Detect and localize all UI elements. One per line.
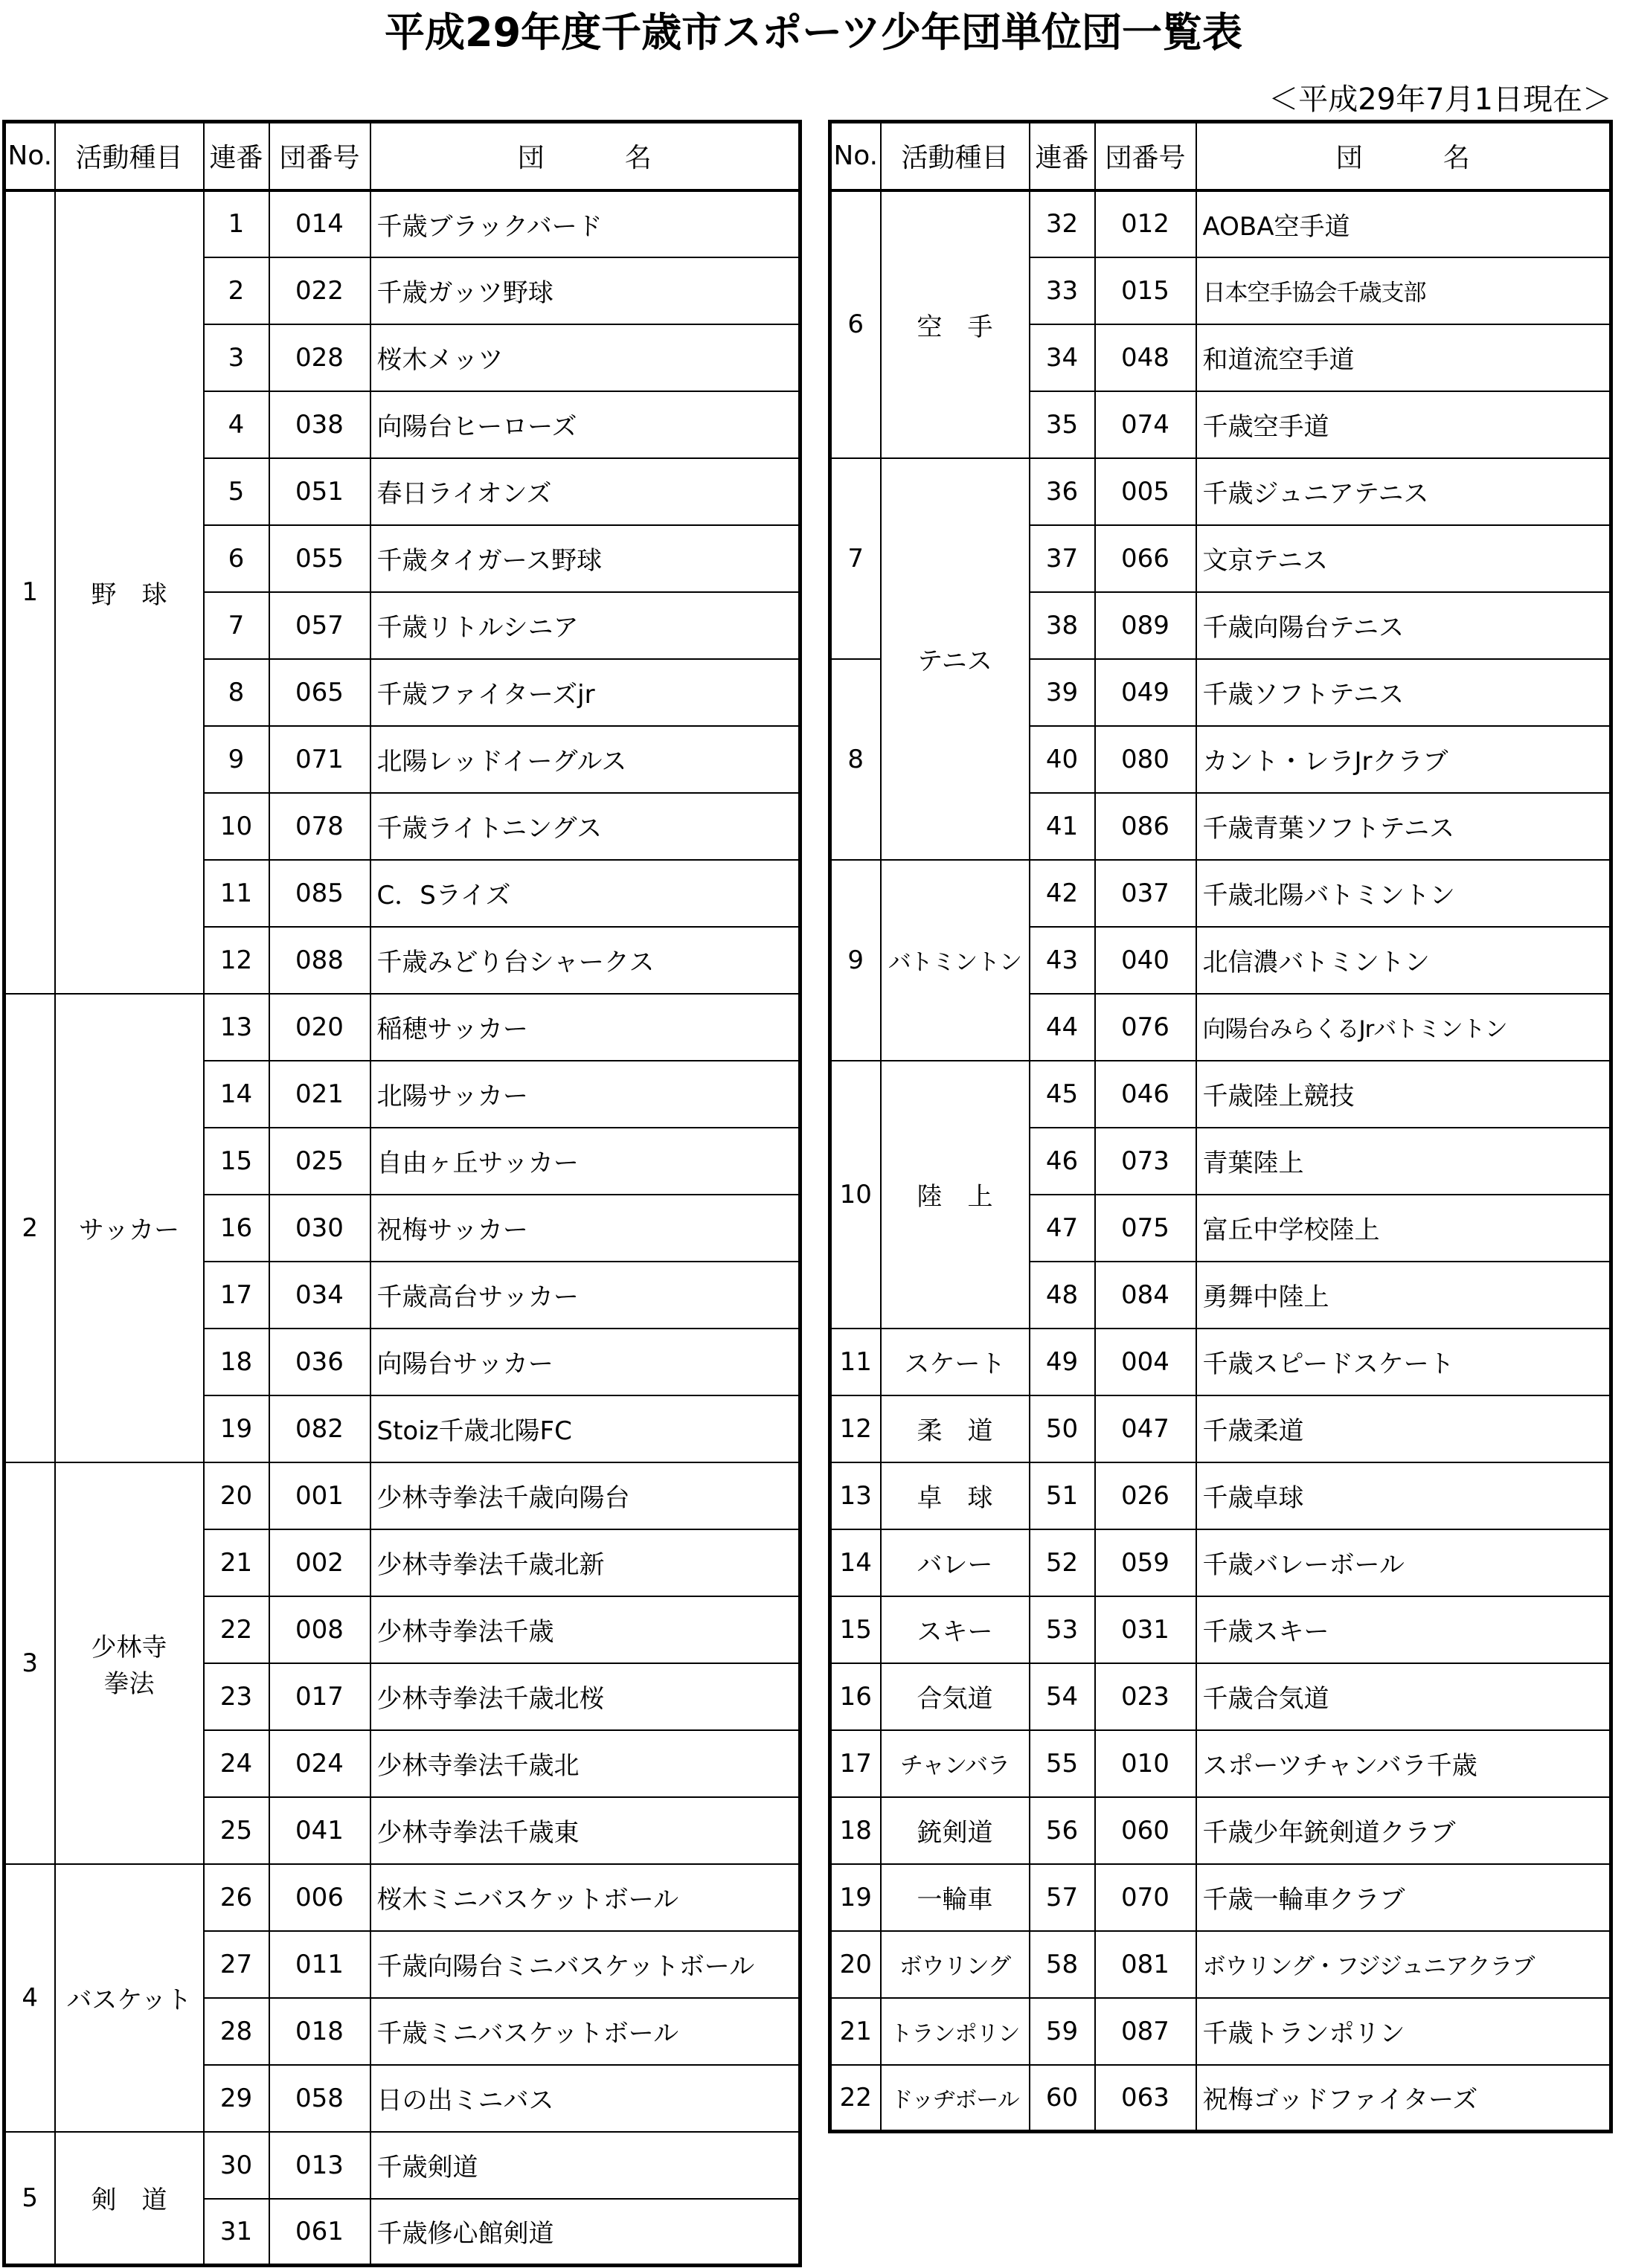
left-table-body — [4, 190, 800, 2266]
group-number: 1 — [4, 190, 55, 994]
group-sport: 空 手 — [881, 190, 1030, 458]
group-sport: ボウリング — [881, 1931, 1030, 1998]
group-number: 4 — [4, 1864, 55, 2132]
group-number: 10 — [830, 1061, 881, 1329]
table-row — [4, 994, 800, 1061]
team-name: スポーツチャンバラ千歳 — [1196, 1730, 1611, 1797]
header-name: 団 名 — [370, 122, 800, 190]
team-name: 北陽サッカー — [370, 1061, 800, 1128]
table-row — [830, 1931, 1611, 1998]
team-code: 063 — [1095, 2065, 1196, 2132]
team-code: 070 — [1095, 1864, 1196, 1931]
team-code: 020 — [269, 994, 370, 1061]
team-name: 日本空手協会千歳支部 — [1196, 257, 1611, 324]
team-name: 向陽台ヒーローズ — [370, 391, 800, 458]
group-number: 9 — [830, 860, 881, 1061]
team-code: 021 — [269, 1061, 370, 1128]
team-code: 015 — [1095, 257, 1196, 324]
group-number: 19 — [830, 1864, 881, 1931]
team-code: 012 — [1095, 190, 1196, 257]
right-roster-table — [828, 120, 1613, 2133]
table-row — [830, 1663, 1611, 1730]
team-serial: 28 — [204, 1998, 269, 2065]
table-row — [4, 1462, 800, 1529]
team-name: 千歳卓球 — [1196, 1462, 1611, 1529]
group-sport: 卓 球 — [881, 1462, 1030, 1529]
table-row — [4, 2132, 800, 2199]
team-code: 013 — [269, 2132, 370, 2199]
team-serial: 30 — [204, 2132, 269, 2199]
team-serial: 15 — [204, 1128, 269, 1195]
team-name: 千歳空手道 — [1196, 391, 1611, 458]
team-serial: 60 — [1030, 2065, 1095, 2132]
table-row — [830, 1797, 1611, 1864]
team-serial: 26 — [204, 1864, 269, 1931]
team-code: 008 — [269, 1596, 370, 1663]
header-serial: 連番 — [204, 122, 269, 190]
team-name: 北陽レッドイーグルス — [370, 726, 800, 793]
team-name: 向陽台みらくるJrバトミントン — [1196, 994, 1611, 1061]
as-of-date: ＜平成29年7月1日現在＞ — [1268, 83, 1612, 117]
team-code: 038 — [269, 391, 370, 458]
team-name: AOBA空手道 — [1196, 190, 1611, 257]
team-name: 千歳一輪車クラブ — [1196, 1864, 1611, 1931]
team-serial: 9 — [204, 726, 269, 793]
team-code: 073 — [1095, 1128, 1196, 1195]
team-name: 千歳柔道 — [1196, 1395, 1611, 1462]
team-code: 088 — [269, 927, 370, 994]
team-code: 078 — [269, 793, 370, 860]
team-code: 085 — [269, 860, 370, 927]
team-code: 010 — [1095, 1730, 1196, 1797]
team-name: 千歳ブラックバード — [370, 190, 800, 257]
team-serial: 35 — [1030, 391, 1095, 458]
team-serial: 4 — [204, 391, 269, 458]
group-number: 3 — [4, 1462, 55, 1864]
team-code: 057 — [269, 592, 370, 659]
team-serial: 46 — [1030, 1128, 1095, 1195]
team-name: 桜木ミニバスケットボール — [370, 1864, 800, 1931]
team-code: 089 — [1095, 592, 1196, 659]
team-serial: 29 — [204, 2065, 269, 2132]
team-name: 千歳向陽台テニス — [1196, 592, 1611, 659]
team-code: 041 — [269, 1797, 370, 1864]
group-number: 2 — [4, 994, 55, 1462]
team-name: 少林寺拳法千歳北桜 — [370, 1663, 800, 1730]
team-serial: 47 — [1030, 1195, 1095, 1262]
table-row — [830, 1329, 1611, 1395]
group-number: 22 — [830, 2065, 881, 2132]
header-no: No. — [4, 122, 55, 190]
team-code: 048 — [1095, 324, 1196, 391]
team-name: 春日ライオンズ — [370, 458, 800, 525]
team-name: 千歳剣道 — [370, 2132, 800, 2199]
table-row — [4, 1864, 800, 1931]
group-sport: 少林寺 拳法 — [55, 1462, 204, 1864]
team-serial: 38 — [1030, 592, 1095, 659]
team-name: 千歳バレーボール — [1196, 1529, 1611, 1596]
team-serial: 24 — [204, 1730, 269, 1797]
team-serial: 14 — [204, 1061, 269, 1128]
group-sport: バレー — [881, 1529, 1030, 1596]
team-name: 祝梅サッカー — [370, 1195, 800, 1262]
document-title: 平成29年度千歳市スポーツ少年団単位団一覧表 — [385, 9, 1242, 56]
table-row — [830, 1529, 1611, 1596]
team-code: 047 — [1095, 1395, 1196, 1462]
table-row — [830, 860, 1611, 927]
team-name: 少林寺拳法千歳東 — [370, 1797, 800, 1864]
team-serial: 43 — [1030, 927, 1095, 994]
team-code: 040 — [1095, 927, 1196, 994]
team-serial: 31 — [204, 2199, 269, 2266]
team-name: 千歳タイガース野球 — [370, 525, 800, 592]
team-code: 002 — [269, 1529, 370, 1596]
team-serial: 12 — [204, 927, 269, 994]
team-code: 030 — [269, 1195, 370, 1262]
team-serial: 44 — [1030, 994, 1095, 1061]
team-code: 023 — [1095, 1663, 1196, 1730]
table-row — [830, 1730, 1611, 1797]
team-serial: 27 — [204, 1931, 269, 1998]
group-number: 16 — [830, 1663, 881, 1730]
team-serial: 53 — [1030, 1596, 1095, 1663]
header-sport: 活動種目 — [881, 122, 1030, 190]
team-serial: 58 — [1030, 1931, 1095, 1998]
team-serial: 56 — [1030, 1797, 1095, 1864]
team-serial: 6 — [204, 525, 269, 592]
team-name: 千歳ファイターズjr — [370, 659, 800, 726]
team-code: 018 — [269, 1998, 370, 2065]
team-serial: 13 — [204, 994, 269, 1061]
team-serial: 54 — [1030, 1663, 1095, 1730]
team-name: 千歳合気道 — [1196, 1663, 1611, 1730]
group-sport: 合気道 — [881, 1663, 1030, 1730]
team-code: 061 — [269, 2199, 370, 2266]
left-header-row — [4, 122, 800, 190]
team-code: 076 — [1095, 994, 1196, 1061]
team-code: 014 — [269, 190, 370, 257]
team-code: 036 — [269, 1329, 370, 1395]
table-row — [830, 1596, 1611, 1663]
table-row — [830, 1395, 1611, 1462]
team-code: 005 — [1095, 458, 1196, 525]
team-serial: 57 — [1030, 1864, 1095, 1931]
team-code: 049 — [1095, 659, 1196, 726]
team-serial: 23 — [204, 1663, 269, 1730]
team-serial: 20 — [204, 1462, 269, 1529]
team-serial: 8 — [204, 659, 269, 726]
team-name: 千歳高台サッカー — [370, 1262, 800, 1329]
team-name: 日の出ミニバス — [370, 2065, 800, 2132]
team-code: 065 — [269, 659, 370, 726]
right-header-row — [830, 122, 1611, 190]
team-code: 071 — [269, 726, 370, 793]
header-no: No. — [830, 122, 881, 190]
group-sport: ドッヂボール — [881, 2065, 1030, 2132]
team-code: 001 — [269, 1462, 370, 1529]
group-sport: スケート — [881, 1329, 1030, 1395]
team-name: 少林寺拳法千歳向陽台 — [370, 1462, 800, 1529]
header-sport: 活動種目 — [55, 122, 204, 190]
group-number: 20 — [830, 1931, 881, 1998]
team-name: 向陽台サッカー — [370, 1329, 800, 1395]
left-roster-table — [2, 120, 802, 2267]
team-serial: 42 — [1030, 860, 1095, 927]
team-code: 080 — [1095, 726, 1196, 793]
team-name: 稲穂サッカー — [370, 994, 800, 1061]
header-serial: 連番 — [1030, 122, 1095, 190]
team-code: 066 — [1095, 525, 1196, 592]
team-code: 082 — [269, 1395, 370, 1462]
table-row — [830, 190, 1611, 257]
team-code: 075 — [1095, 1195, 1196, 1262]
team-name: 千歳ガッツ野球 — [370, 257, 800, 324]
team-code: 059 — [1095, 1529, 1196, 1596]
team-serial: 48 — [1030, 1262, 1095, 1329]
table-row — [830, 458, 1611, 525]
team-code: 046 — [1095, 1061, 1196, 1128]
team-name: 自由ヶ丘サッカー — [370, 1128, 800, 1195]
team-code: 058 — [269, 2065, 370, 2132]
team-serial: 45 — [1030, 1061, 1095, 1128]
header-code: 団番号 — [269, 122, 370, 190]
table-row — [830, 1998, 1611, 2065]
team-name: 勇舞中陸上 — [1196, 1262, 1611, 1329]
team-name: カント・レラJrクラブ — [1196, 726, 1611, 793]
team-serial: 16 — [204, 1195, 269, 1262]
team-serial: 33 — [1030, 257, 1095, 324]
table-row — [830, 2065, 1611, 2132]
team-name: 青葉陸上 — [1196, 1128, 1611, 1195]
group-sport: 剣 道 — [55, 2132, 204, 2266]
team-code: 034 — [269, 1262, 370, 1329]
team-code: 051 — [269, 458, 370, 525]
team-name: 千歳向陽台ミニバスケットボール — [370, 1931, 800, 1998]
team-serial: 17 — [204, 1262, 269, 1329]
team-serial: 36 — [1030, 458, 1095, 525]
group-number: 8 — [830, 659, 881, 860]
team-code: 022 — [269, 257, 370, 324]
team-serial: 52 — [1030, 1529, 1095, 1596]
group-number: 14 — [830, 1529, 881, 1596]
team-name: 千歳スピードスケート — [1196, 1329, 1611, 1395]
team-serial: 5 — [204, 458, 269, 525]
table-row — [830, 1462, 1611, 1529]
team-serial: 50 — [1030, 1395, 1095, 1462]
team-code: 017 — [269, 1663, 370, 1730]
group-sport: バスケット — [55, 1864, 204, 2132]
team-serial: 21 — [204, 1529, 269, 1596]
group-number: 13 — [830, 1462, 881, 1529]
team-serial: 37 — [1030, 525, 1095, 592]
group-number: 17 — [830, 1730, 881, 1797]
group-number: 5 — [4, 2132, 55, 2266]
table-row — [4, 190, 800, 257]
team-code: 055 — [269, 525, 370, 592]
team-code: 024 — [269, 1730, 370, 1797]
team-name: 富丘中学校陸上 — [1196, 1195, 1611, 1262]
team-name: 千歳ミニバスケットボール — [370, 1998, 800, 2065]
group-number: 15 — [830, 1596, 881, 1663]
team-code: 028 — [269, 324, 370, 391]
team-code: 087 — [1095, 1998, 1196, 2065]
team-serial: 59 — [1030, 1998, 1095, 2065]
team-code: 031 — [1095, 1596, 1196, 1663]
group-sport: トランポリン — [881, 1998, 1030, 2065]
team-code: 060 — [1095, 1797, 1196, 1864]
team-code: 084 — [1095, 1262, 1196, 1329]
team-name: 祝梅ゴッドファイターズ — [1196, 2065, 1611, 2132]
group-number: 11 — [830, 1329, 881, 1395]
team-name: 千歳リトルシニア — [370, 592, 800, 659]
team-serial: 51 — [1030, 1462, 1095, 1529]
team-code: 074 — [1095, 391, 1196, 458]
group-sport: チャンバラ — [881, 1730, 1030, 1797]
team-name: Stoiz千歳北陽FC — [370, 1395, 800, 1462]
team-name: 千歳ジュニアテニス — [1196, 458, 1611, 525]
group-sport: サッカー — [55, 994, 204, 1462]
group-number: 18 — [830, 1797, 881, 1864]
header-name: 団 名 — [1196, 122, 1611, 190]
team-code: 026 — [1095, 1462, 1196, 1529]
group-sport: 野 球 — [55, 190, 204, 994]
header-code: 団番号 — [1095, 122, 1196, 190]
team-serial: 22 — [204, 1596, 269, 1663]
team-serial: 25 — [204, 1797, 269, 1864]
team-code: 037 — [1095, 860, 1196, 927]
team-name: ボウリング・フジジュニアクラブ — [1196, 1931, 1611, 1998]
team-serial: 18 — [204, 1329, 269, 1395]
team-serial: 34 — [1030, 324, 1095, 391]
team-code: 011 — [269, 1931, 370, 1998]
team-name: 北信濃バトミントン — [1196, 927, 1611, 994]
group-number: 12 — [830, 1395, 881, 1462]
team-name: 桜木メッツ — [370, 324, 800, 391]
team-code: 081 — [1095, 1931, 1196, 1998]
team-name: 千歳みどり台シャークス — [370, 927, 800, 994]
team-name: 文京テニス — [1196, 525, 1611, 592]
team-name: 千歳北陽バトミントン — [1196, 860, 1611, 927]
group-sport: テニス — [881, 458, 1030, 860]
team-serial: 41 — [1030, 793, 1095, 860]
team-serial: 7 — [204, 592, 269, 659]
team-name: 少林寺拳法千歳 — [370, 1596, 800, 1663]
right-table-body — [830, 190, 1611, 2132]
group-sport: 一輪車 — [881, 1864, 1030, 1931]
team-serial: 32 — [1030, 190, 1095, 257]
team-name: 千歳ライトニングス — [370, 793, 800, 860]
team-code: 086 — [1095, 793, 1196, 860]
team-serial: 49 — [1030, 1329, 1095, 1395]
team-serial: 1 — [204, 190, 269, 257]
table-row — [830, 1864, 1611, 1931]
group-sport: バトミントン — [881, 860, 1030, 1061]
team-serial: 10 — [204, 793, 269, 860]
team-code: 004 — [1095, 1329, 1196, 1395]
team-serial: 2 — [204, 257, 269, 324]
team-serial: 3 — [204, 324, 269, 391]
team-serial: 11 — [204, 860, 269, 927]
team-name: C．Sライズ — [370, 860, 800, 927]
team-serial: 40 — [1030, 726, 1095, 793]
team-code: 006 — [269, 1864, 370, 1931]
team-serial: 19 — [204, 1395, 269, 1462]
team-code: 025 — [269, 1128, 370, 1195]
group-sport: 柔 道 — [881, 1395, 1030, 1462]
team-serial: 55 — [1030, 1730, 1095, 1797]
team-name: 千歳陸上競技 — [1196, 1061, 1611, 1128]
team-name: 千歳少年銃剣道クラブ — [1196, 1797, 1611, 1864]
team-name: 千歳スキー — [1196, 1596, 1611, 1663]
group-sport: 陸 上 — [881, 1061, 1030, 1329]
table-row — [830, 1061, 1611, 1128]
team-serial: 39 — [1030, 659, 1095, 726]
team-name: 和道流空手道 — [1196, 324, 1611, 391]
group-sport: 銃剣道 — [881, 1797, 1030, 1864]
group-sport: スキー — [881, 1596, 1030, 1663]
team-name: 少林寺拳法千歳北 — [370, 1730, 800, 1797]
team-name: 千歳青葉ソフトテニス — [1196, 793, 1611, 860]
team-name: 少林寺拳法千歳北新 — [370, 1529, 800, 1596]
group-number: 6 — [830, 190, 881, 458]
group-number: 7 — [830, 458, 881, 659]
team-name: 千歳ソフトテニス — [1196, 659, 1611, 726]
team-name: 千歳修心館剣道 — [370, 2199, 800, 2266]
team-name: 千歳トランポリン — [1196, 1998, 1611, 2065]
group-number: 21 — [830, 1998, 881, 2065]
